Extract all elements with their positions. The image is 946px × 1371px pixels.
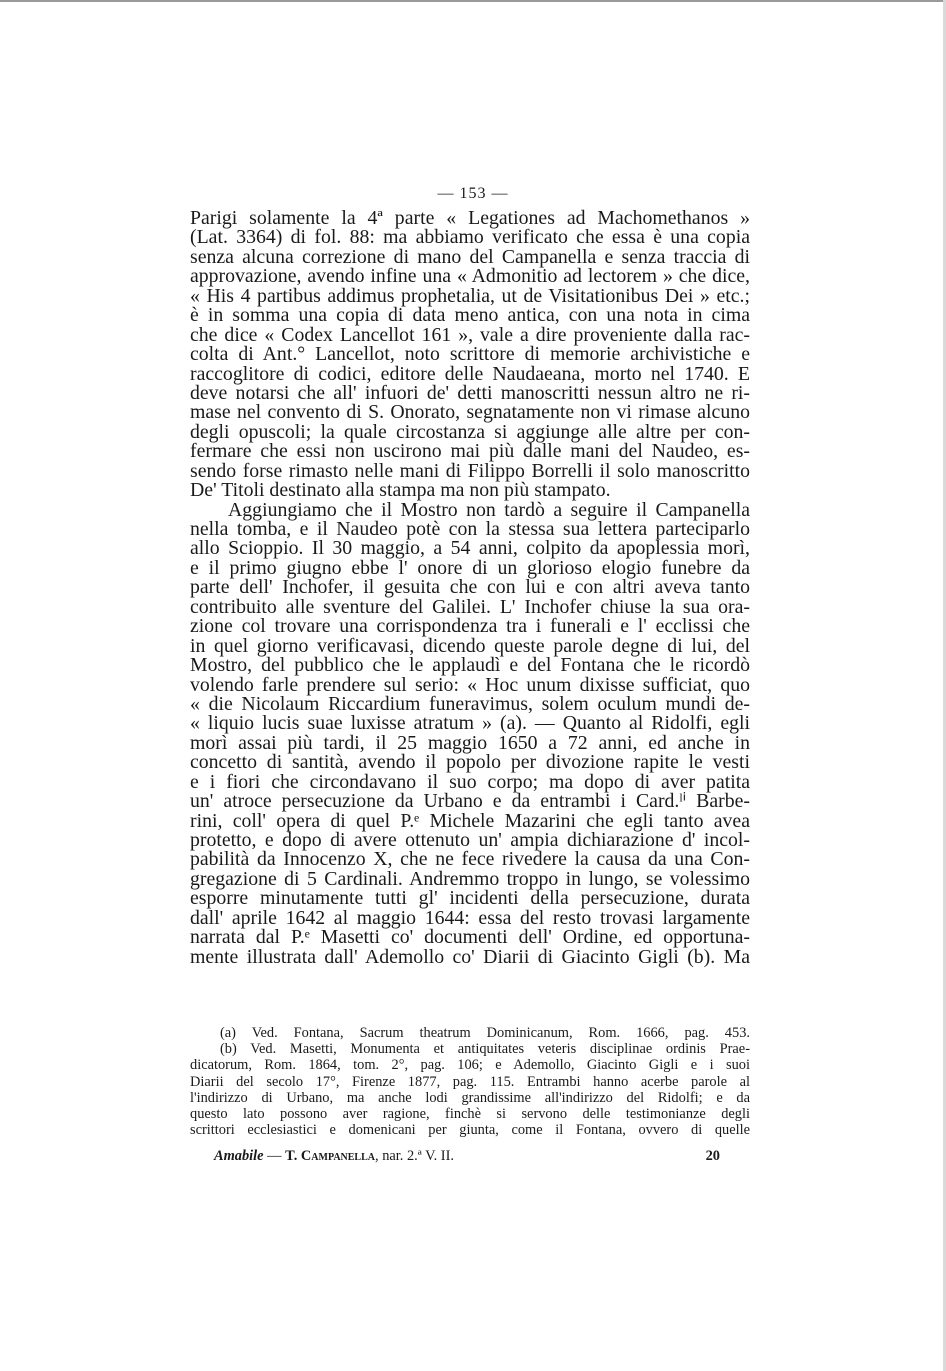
- footnote-line: l'indirizzo di Urbano, ma anche lodi grandissime all'indirizzo del Ridolfi; e da: [190, 1089, 750, 1106]
- body-line: « liquio lucis suae luxisse atratum » (a). — Quanto al Ridolfi, egli: [190, 712, 750, 735]
- body-line: degli opuscoli; la quale circostanza si aggiunge alle altre per con-: [190, 420, 750, 443]
- footnote-line: scrittori ecclesiastici e domenicani per giunta, come il Fontana, ovvero di quelle: [190, 1122, 750, 1139]
- body-line: parte dell' Inchofer, il gesuita che con lui e con altri aveva tanto: [190, 576, 750, 599]
- body-text: [190, 209, 750, 967]
- body-line: un' atroce persecuzione da Urbano e da entrambi i Card.ˡⁱ Barbe-: [190, 790, 750, 813]
- body-line: « die Nicolaum Riccardium funeravimus, solem oculum mundi de-: [190, 692, 750, 715]
- body-line: e i fiori che circondavano il suo corpo; ma dopo di aver patita: [190, 770, 750, 793]
- body-line: protetto, e dopo di avere ottenuto un' ampia dichiarazione d' incol-: [190, 829, 750, 851]
- body-line: volendo farle prendere sul serio: « Hoc unum dixisse sufficiat, quo: [190, 673, 750, 696]
- body-line: De' Titoli destinato alla stampa ma non più stampato.: [190, 479, 611, 502]
- footnote-b: (b) Ved. Masetti, Monumenta et antiquitates veteris disciplinae ordinis Prae-: [220, 1041, 750, 1058]
- signature-volume: , nar. 2.ª V. II.: [375, 1148, 454, 1164]
- body-line: nella tomba, e il Naudeo potè con la stessa sua lettera parteciparlo: [190, 518, 750, 540]
- body-line: dall' aprile 1642 al maggio 1644: essa del resto trovasi largamente: [190, 906, 750, 929]
- body-line: è in somma una copia di data meno antica, con una nota in cima: [190, 304, 750, 327]
- body-line: pabilità da Innocenzo X, che ne fece rivedere la causa da una Con-: [190, 848, 750, 871]
- signature-author: Amabile: [214, 1148, 264, 1164]
- body-line: fermare che essi non uscirono mai più dalle mani del Naudeo, es-: [190, 440, 750, 463]
- signature-sheet-number: 20: [705, 1148, 720, 1164]
- body-line: in quel giorno verificavasi, dicendo queste parole degne di lui, del: [190, 634, 750, 657]
- body-line: sendo forse rimasto nelle mani di Filippo Borrelli il solo manoscritto: [190, 459, 750, 482]
- footnote-line: Diarii del secolo 17°, Firenze 1877, pag. 115. Entrambi hanno acerbe parole al: [190, 1073, 750, 1090]
- body-line: gregazione di 5 Cardinali. Andremmo troppo in lungo, se volessimo: [190, 867, 750, 890]
- paragraph-start-line: Aggiungiamo che il Mostro non tardò a seguire il Campanella: [228, 498, 750, 521]
- body-line: narrata dal P.ᵉ Masetti co' documenti dell' Ordine, ed opportuna-: [190, 926, 750, 949]
- body-line: Parigi solamente la 4ª parte « Legationes ad Machomethanos »: [190, 207, 750, 229]
- body-line: concetto di santità, avendo il popolo per divozione rapite le vesti: [190, 751, 750, 774]
- body-line: colta di Ant.° Lancellot, noto scrittore di memorie archivistiche e: [190, 343, 750, 366]
- page-number: — 153 —: [437, 185, 509, 202]
- body-line: deve notarsi che all' infuori de' detti manoscritti nessun altro ne ri-: [190, 381, 750, 404]
- body-line: mase nel convento di S. Onorato, segnatamente non vi rimase alcuno: [190, 401, 750, 424]
- footnotes: [190, 1025, 750, 1138]
- signature-title: T. Campanella: [285, 1148, 375, 1164]
- signature-mark: [214, 1148, 454, 1164]
- printer-signature: [214, 1148, 720, 1164]
- body-line: approvazione, avendo infine una « Admonitio ad lectorem » che dice,: [190, 265, 750, 288]
- signature-dash: —: [263, 1148, 286, 1164]
- body-line: zione col trovare una corrispondenza tra i funerali e l' ecclissi che: [190, 615, 750, 638]
- page-top-edge: [0, 0, 946, 2]
- footnote-a: (a) Ved. Fontana, Sacrum theatrum Dominicanum, Rom. 1666, pag. 453.: [220, 1025, 750, 1041]
- body-line: Mostro, del pubblico che le applaudì e del Fontana che le ricordò: [190, 654, 750, 677]
- body-line: rini, coll' opera di quel P.ᵉ Michele Mazarini che egli tanto avea: [190, 809, 750, 832]
- body-line: mente illustrata dall' Ademollo co' Diarii di Giacinto Gigli (b). Ma: [190, 945, 750, 968]
- body-line: esporre minutamente tutti gl' incidenti della persecuzione, durata: [190, 887, 750, 910]
- body-line: senza alcuna correzione di mano del Campanella e senza traccia di: [190, 245, 750, 268]
- body-line: (Lat. 3364) di fol. 88: ma abbiamo verificato che essa è una copia: [190, 226, 750, 249]
- body-line: che dice « Codex Lancellot 161 », vale a dire proveniente dalla rac-: [190, 323, 750, 346]
- body-line: « His 4 partibus addimus prophetalia, ut de Visitationibus Dei » etc.;: [190, 284, 750, 307]
- body-line: e il primo giugno ebbe l' onore di un glorioso elogio funebre da: [190, 556, 750, 579]
- footnote-line: questo lato possono aver ragione, finchè si servono delle testimonianze degli: [190, 1105, 750, 1122]
- body-line: contribuito alle sventure del Galilei. L' Inchofer chiuse la sua ora-: [190, 595, 750, 618]
- footnote-line: dicatorum, Rom. 1864, tom. 2°, pag. 106; e Ademollo, Giacinto Gigli e i suoi: [190, 1057, 750, 1074]
- body-line: morì assai più tardi, il 25 maggio 1650 a 72 anni, ed anche in: [190, 731, 750, 754]
- body-line: allo Scioppio. Il 30 maggio, a 54 anni, colpito da apoplessia morì,: [190, 537, 750, 560]
- body-line: raccoglitore di codici, editore delle Naudaeana, morto nel 1740. E: [190, 362, 750, 385]
